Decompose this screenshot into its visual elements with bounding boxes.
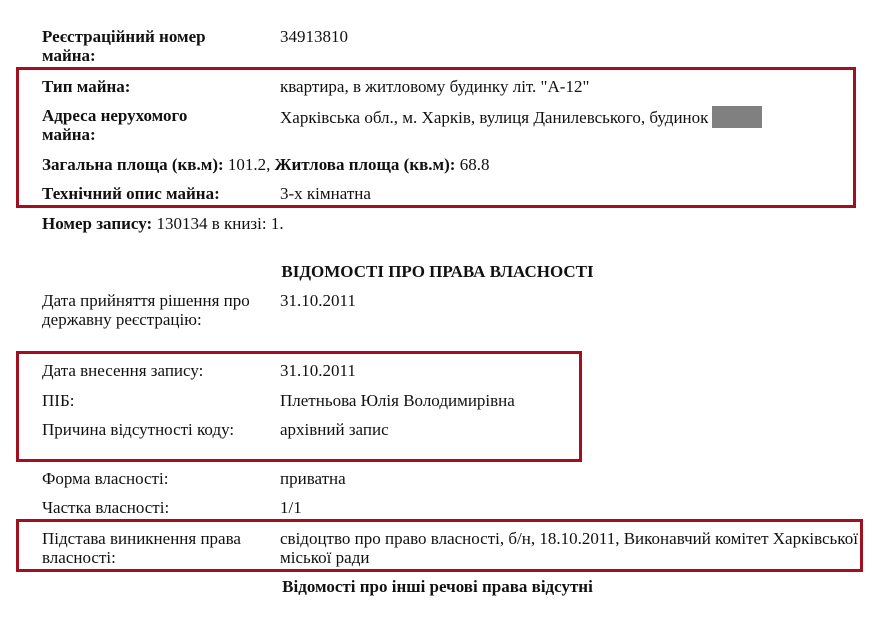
decision-date-label: Дата прийняття рішення про державну реєстрацію: — [42, 291, 250, 329]
redaction-block — [712, 106, 762, 128]
address-value: Харківська обл., м. Харків, вулиця Данилевського, будинок — [280, 108, 709, 127]
no-code-label: Причина відсутності коду: — [42, 420, 235, 439]
record-line — [42, 214, 284, 233]
record-label: Номер запису: — [42, 214, 153, 233]
no-code-value: архівний запис — [280, 420, 389, 439]
ownership-heading: ВІДОМОСТІ ПРО ПРАВА ВЛАСНОСТІ — [281, 262, 594, 281]
area-living-label: Житлова площа (кв.м): — [274, 155, 456, 174]
address-line — [280, 106, 762, 128]
area-living-value: 68.8 — [459, 155, 490, 174]
basis-label: Підстава виникнення права власності: — [42, 529, 241, 567]
form-label: Форма власності: — [42, 469, 169, 488]
basis-value: свідоцтво про право власності, б/н, 18.10.2011, Виконавчий комітет Харківської міської ради — [280, 529, 858, 567]
record-value: 130134 в книзі: 1. — [156, 214, 284, 233]
other-rights-note: Відомості про інші речові права відсутні — [282, 577, 593, 596]
address-label: Адреса нерухомого майна: — [42, 106, 188, 144]
tech-desc-label: Технічний опис майна: — [42, 184, 220, 203]
entry-date-value: 31.10.2011 — [280, 361, 356, 380]
type-value: квартира, в житловому будинку літ. "А-12" — [280, 77, 590, 96]
area-line — [42, 155, 489, 174]
area-total-label: Загальна площа (кв.м): — [42, 155, 224, 174]
name-value: Плетньова Юлія Володимирівна — [280, 391, 515, 410]
share-value: 1/1 — [280, 498, 302, 517]
type-label: Тип майна: — [42, 77, 131, 96]
share-label: Частка власності: — [42, 498, 170, 517]
form-value: приватна — [280, 469, 346, 488]
reg-number-value: 34913810 — [280, 27, 348, 46]
area-total-value: 101.2, — [227, 155, 271, 174]
entry-date-label: Дата внесення запису: — [42, 361, 204, 380]
name-label: ПІБ: — [42, 391, 75, 410]
tech-desc-value: 3-х кімнатна — [280, 184, 371, 203]
decision-date-value: 31.10.2011 — [280, 291, 356, 310]
reg-number-label: Реєстраційний номер майна: — [42, 27, 206, 65]
